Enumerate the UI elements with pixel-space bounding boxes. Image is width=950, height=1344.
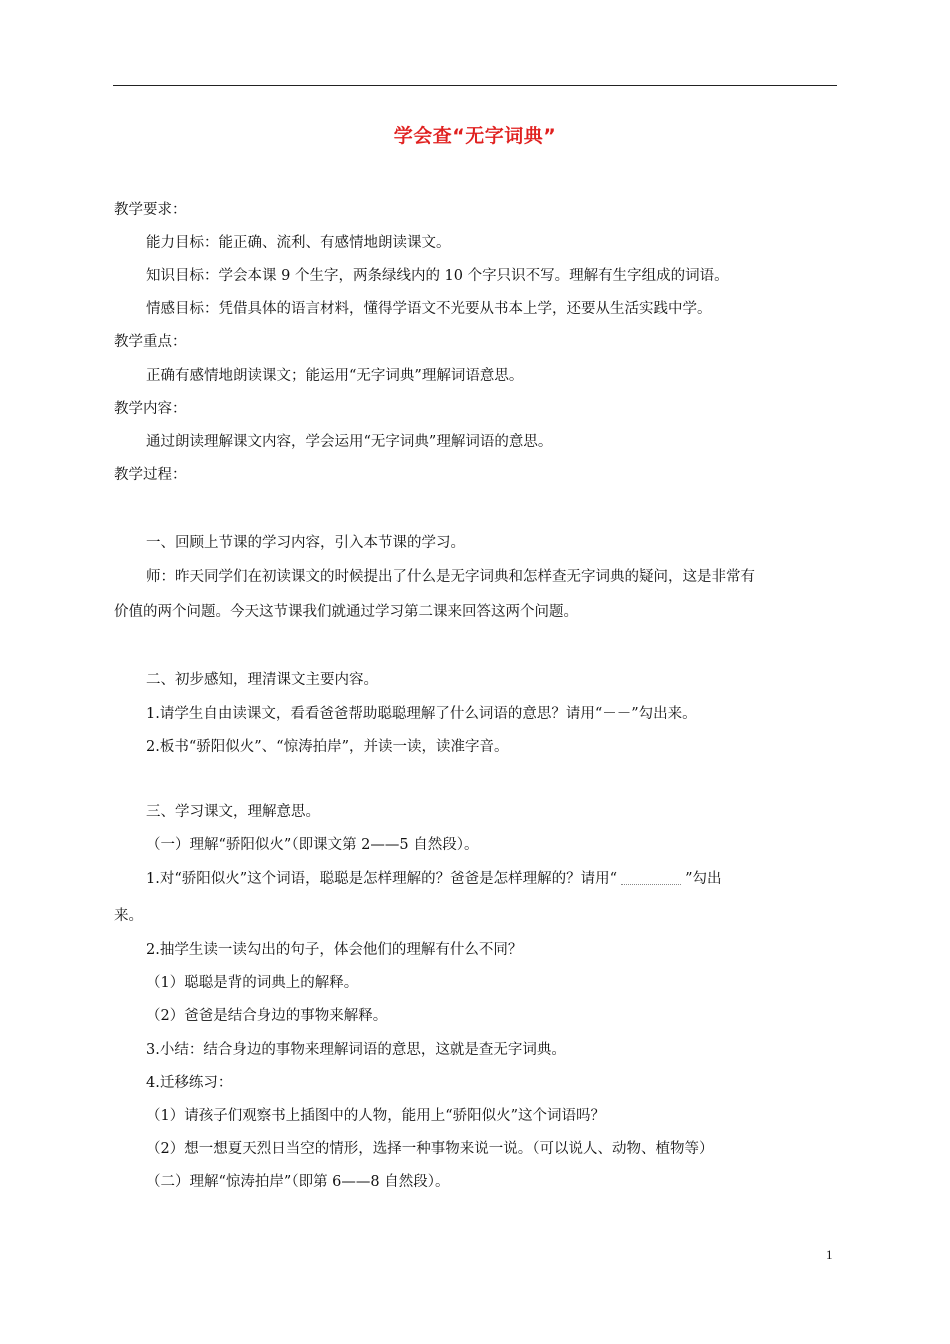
ability-goal: 能力目标：能正确、流利、有感情地朗读课文。 — [146, 235, 451, 251]
header-rule — [113, 85, 837, 86]
section-3-heading: 三、学习课文，理解意思。 — [146, 804, 320, 820]
section-3-item-2: 2.抽学生读一读勾出的句子，体会他们的理解有什么不同？ — [146, 942, 523, 958]
section-1-paragraph-line-1: 师：昨天同学们在初读课文的时候提出了什么是无字词典和怎样查无字词典的疑问，这是非常有 — [146, 569, 755, 585]
section-3-item-1-text-b: ”勾出 — [685, 871, 722, 887]
wavy-underline-mark — [621, 874, 681, 885]
section-3-item-1-continuation: 来。 — [114, 908, 143, 924]
focus-heading: 教学重点： — [114, 334, 187, 350]
section-1-paragraph-line-2: 价值的两个问题。今天这节课我们就通过学习第二课来回答这两个问题。 — [114, 604, 578, 620]
process-heading: 教学过程： — [114, 467, 187, 483]
section-3-item-4-1: （1）请孩子们观察书上插图中的人物，能用上“骄阳似火”这个词语吗？ — [146, 1108, 606, 1124]
section-1-heading: 一、回顾上节课的学习内容，引入本节课的学习。 — [146, 535, 465, 551]
section-3-item-1-text-a: 1.对“骄阳似火”这个词语，聪聪是怎样理解的？爸爸是怎样理解的？请用“ — [146, 871, 618, 887]
section-3-subsection-1: （一）理解“骄阳似火”（即课文第 2——5 自然段）。 — [146, 837, 479, 853]
section-3-item-1 — [146, 869, 722, 889]
section-2-heading: 二、初步感知，理清课文主要内容。 — [146, 672, 378, 688]
content-text: 通过朗读理解课文内容，学会运用“无字词典”理解词语的意思。 — [146, 434, 553, 450]
section-2-item-1: 1.请学生自由读课文，看看爸爸帮助聪聪理解了什么词语的意思？请用“－－”勾出来。 — [146, 706, 697, 722]
requirements-heading: 教学要求： — [114, 202, 187, 218]
section-3-item-4: 4.迁移练习： — [146, 1075, 233, 1091]
page-title: 学会查“无字词典” — [393, 125, 557, 147]
section-3-item-4-2: （2）想一想夏天烈日当空的情形，选择一种事物来说一说。（可以说人、动物、植物等） — [146, 1141, 714, 1157]
section-3-item-2-2: （2）爸爸是结合身边的事物来解释。 — [146, 1008, 388, 1024]
knowledge-goal: 知识目标：学会本课 9 个生字，两条绿线内的 10 个字只识不写。理解有生字组成的词语。 — [146, 268, 729, 284]
focus-text: 正确有感情地朗读课文；能运用“无字词典”理解词语意思。 — [146, 368, 524, 384]
emotion-goal: 情感目标：凭借具体的语言材料，懂得学语文不光要从书本上学，还要从生活实践中学。 — [146, 301, 712, 317]
section-2-item-2: 2.板书“骄阳似火”、“惊涛拍岸”，并读一读，读准字音。 — [146, 739, 509, 755]
content-heading: 教学内容： — [114, 401, 187, 417]
section-3-subsection-2: （二）理解“惊涛拍岸”（即第 6——8 自然段）。 — [146, 1174, 450, 1190]
section-3-item-3: 3.小结：结合身边的事物来理解词语的意思，这就是查无字词典。 — [146, 1042, 566, 1058]
section-3-item-2-1: （1）聪聪是背的词典上的解释。 — [146, 975, 359, 991]
page-number: 1 — [826, 1247, 833, 1262]
